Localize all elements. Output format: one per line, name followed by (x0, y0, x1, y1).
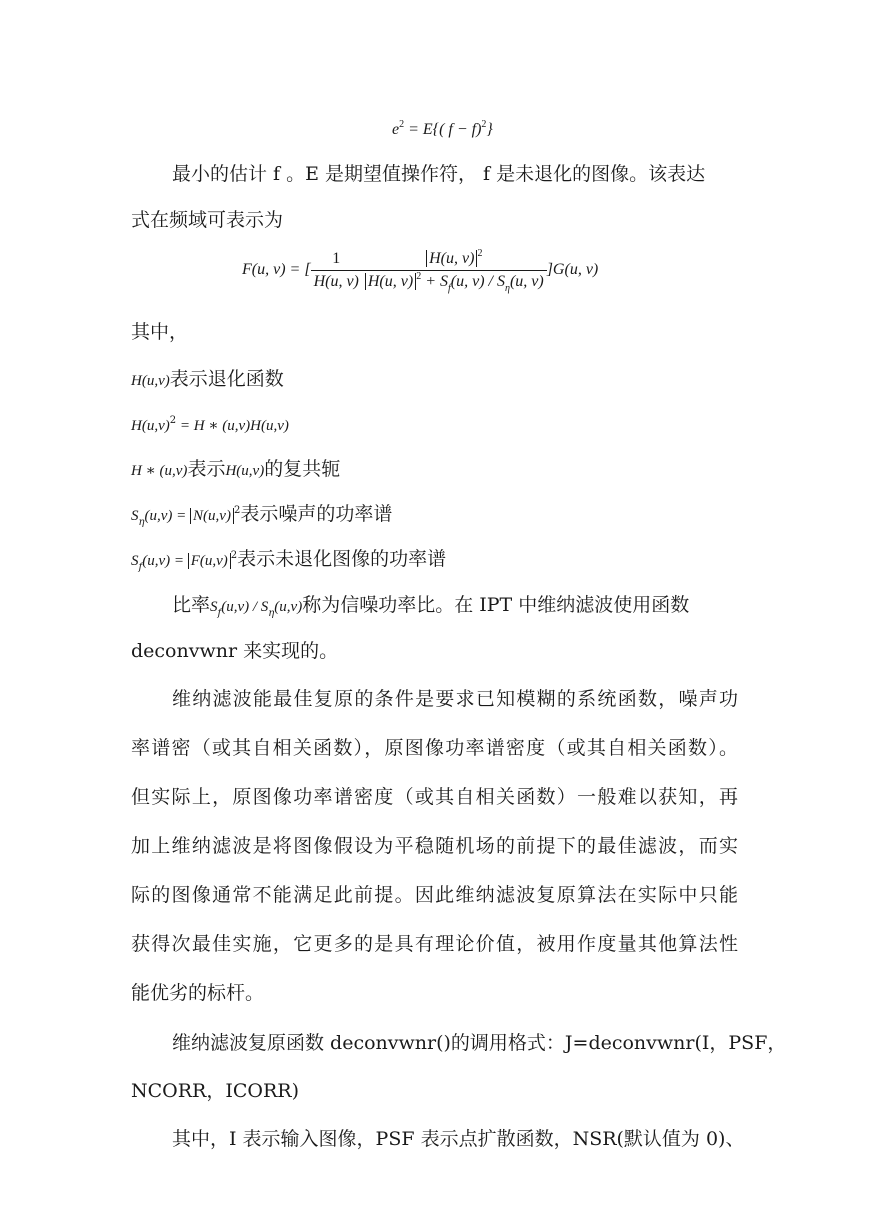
eq-sup: 2 (233, 505, 241, 516)
paragraph-line: NCORR，ICORR) (131, 1080, 299, 1102)
math-inline: F(u,v) (188, 553, 231, 569)
math-inline: H(u,v) (131, 373, 170, 389)
paragraph-line: 但实际上，原图像功率谱密度（或其自相关函数）一般难以获知，再 (131, 786, 738, 808)
paragraph-line: 式在频域可表示为 (131, 209, 284, 231)
eq-sup: 2 (416, 271, 422, 282)
math-inline: (u,v) = (142, 553, 188, 569)
math-inline: S (131, 508, 139, 524)
eq-sup: 2 (399, 119, 405, 130)
frac-den: H(u, v) (313, 273, 359, 290)
paragraph-line: 维纳滤波能最佳复原的条件是要求已知模糊的系统函数，噪声功 (172, 688, 738, 710)
paragraph-line: 其中，I 表示输入图像，PSF 表示点扩散函数，NSR(默认值为 0)、 (172, 1128, 745, 1150)
fraction-2 (362, 248, 547, 294)
frac-num: 1 (311, 250, 362, 271)
eq-sup: 2 (477, 248, 483, 259)
definition-line (131, 366, 738, 394)
mse-equation (392, 121, 493, 139)
paragraph-line (172, 592, 738, 622)
definition-line (131, 546, 738, 576)
def-text: 表示噪声的功率谱 (240, 503, 393, 525)
paragraph-line: 际的图像通常不能满足此前提。因此维纳滤波复原算法在实际中只能 (131, 884, 738, 906)
eq-sub: η (138, 517, 145, 528)
eq-text: (u, v) (509, 273, 544, 290)
def-text: 表示退化函数 (169, 368, 284, 390)
paragraph-line: 能优劣的标杆。 (131, 982, 265, 1004)
math-inline: (u,v) / S (221, 599, 269, 615)
math-inline: (u,v) = (144, 508, 191, 524)
paragraph-line: 加上维纳滤波是将图像假设为平稳随机场的前提下的最佳滤波，而实 (131, 835, 738, 857)
def-text: 表示 (187, 458, 226, 480)
math-inline: S (210, 599, 218, 615)
frac-den: H(u, v) (365, 273, 416, 290)
eq-sup: 2 (481, 119, 487, 130)
paragraph-line: 率谱密（或其自相关函数），原图像功率谱密度（或其自相关函数）。 (131, 737, 738, 759)
definition-line (131, 456, 738, 484)
eq-text: ]G(u, v) (546, 261, 599, 279)
eq-sub: η (504, 283, 510, 294)
eq-sub: f (217, 608, 222, 619)
paragraph-line: 维纳滤波复原函数 deconvwnr()的调用格式：J=deconvwnr(I，PSF， (172, 1032, 787, 1054)
eq-sup: 2 (169, 415, 177, 426)
eq-text: = E{( f − f) (404, 121, 482, 138)
eq-text: + S (421, 273, 448, 290)
math-inline: N(u,v) (190, 508, 234, 524)
eq-text: (u, v) / S (450, 273, 505, 290)
math-inline: S (131, 553, 139, 569)
math-inline: H(u,v) (225, 463, 265, 479)
math-inline: (u,v) (274, 599, 303, 615)
eq-text: F(u, v) = [ (242, 261, 311, 279)
eq-sub: η (268, 608, 275, 619)
paragraph-line: deconvwnr 来实现的。 (131, 640, 339, 662)
eq-text: } (486, 121, 493, 138)
eq-text: e (392, 121, 400, 138)
eq-sub: f (447, 283, 451, 294)
def-text: 表示未退化图像的功率谱 (237, 548, 447, 570)
frac-num: H(u, v) (426, 250, 477, 267)
wiener-equation (242, 248, 599, 294)
paragraph-line: 获得次最佳实施，它更多的是具有理论价值，被用作度量其他算法性 (131, 933, 738, 955)
fraction-1 (311, 250, 362, 291)
definition-line (131, 501, 738, 531)
definition-line (131, 411, 738, 441)
def-text: 称为信噪功率比。在 IPT 中维纳滤波使用函数 (302, 594, 690, 616)
eq-sup: 2 (230, 550, 238, 561)
def-text: 的复共轭 (264, 458, 341, 480)
def-text: 比率 (172, 594, 211, 616)
math-inline: H ∗ (u,v) (131, 463, 188, 479)
paragraph-line: 最小的估计 f 。E 是期望值操作符， f 是未退化的图像。该表达 (172, 163, 706, 185)
paragraph-line: 其中， (131, 321, 189, 343)
math-inline: H(u,v) (131, 418, 170, 434)
eq-sub: f (138, 562, 143, 573)
math-inline: = H ∗ (u,v)H(u,v) (176, 418, 289, 434)
